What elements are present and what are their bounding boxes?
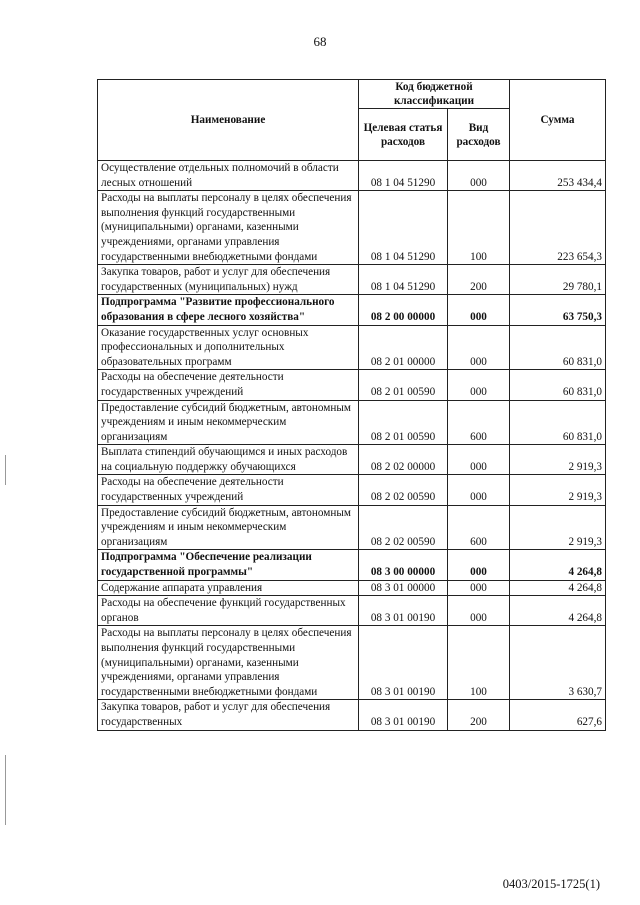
- row-target-article: 08 3 01 00190: [359, 596, 448, 626]
- page-number: 68: [313, 34, 327, 49]
- row-expense-type: 100: [448, 626, 510, 700]
- row-target-article: 08 3 01 00190: [359, 626, 448, 700]
- row-target-article: 08 1 04 51290: [359, 265, 448, 295]
- row-expense-type: 200: [448, 265, 510, 295]
- row-sum: 63 750,3: [510, 295, 606, 325]
- row-name: Осуществление отдельных полномочий в области лесных отношений: [98, 161, 359, 191]
- row-expense-type: 600: [448, 505, 510, 550]
- table-row: [98, 161, 606, 191]
- row-name: Предоставление субсидий бюджетным, автономным учреждениям и иным некоммерческим организациям: [98, 505, 359, 550]
- scan-margin-mark: [5, 455, 6, 485]
- table-header: [98, 80, 606, 161]
- row-expense-type: 000: [448, 580, 510, 596]
- table-row: [98, 700, 606, 730]
- row-name: Расходы на обеспечение деятельности государственных учреждений: [98, 370, 359, 400]
- row-name: Закупка товаров, работ и услуг для обеспечения государственных (муниципальных) нужд: [98, 265, 359, 295]
- row-name: Расходы на обеспечение функций государственных органов: [98, 596, 359, 626]
- header-name: Наименование: [98, 80, 359, 161]
- document-code: 0403/2015-1725(1): [502, 877, 600, 891]
- row-target-article: 08 2 01 00590: [359, 400, 448, 445]
- row-name: Предоставление субсидий бюджетным, автономным учреждениям и иным некоммерческим организациям: [98, 400, 359, 445]
- row-name: Подпрограмма "Развитие профессионального образования в сфере лесного хозяйства": [98, 295, 359, 325]
- table-row: [98, 596, 606, 626]
- row-target-article: 08 1 04 51290: [359, 191, 448, 265]
- row-expense-type: 200: [448, 700, 510, 730]
- row-expense-type: 000: [448, 295, 510, 325]
- table-row: [98, 475, 606, 505]
- row-sum: 223 654,3: [510, 191, 606, 265]
- row-sum: 4 264,8: [510, 550, 606, 580]
- table-body: [98, 161, 606, 731]
- row-name: Содержание аппарата управления: [98, 580, 359, 596]
- row-sum: 60 831,0: [510, 400, 606, 445]
- row-name: Закупка товаров, работ и услуг для обеспечения государственных: [98, 700, 359, 730]
- row-target-article: 08 2 02 00000: [359, 445, 448, 475]
- row-expense-type: 000: [448, 325, 510, 370]
- row-target-article: 08 2 01 00000: [359, 325, 448, 370]
- row-target-article: 08 2 02 00590: [359, 475, 448, 505]
- row-target-article: 08 2 02 00590: [359, 505, 448, 550]
- row-name: Расходы на обеспечение деятельности государственных учреждений: [98, 475, 359, 505]
- row-sum: 627,6: [510, 700, 606, 730]
- row-expense-type: 000: [448, 550, 510, 580]
- row-sum: 4 264,8: [510, 580, 606, 596]
- header-target-article: Целевая статья расходов: [359, 109, 448, 161]
- scan-margin-mark: [5, 755, 6, 825]
- table-row: [98, 370, 606, 400]
- table-row: [98, 505, 606, 550]
- row-sum: 2 919,3: [510, 445, 606, 475]
- table-row: [98, 445, 606, 475]
- row-target-article: 08 3 01 00000: [359, 580, 448, 596]
- row-sum: 60 831,0: [510, 370, 606, 400]
- row-expense-type: 600: [448, 400, 510, 445]
- row-sum: 4 264,8: [510, 596, 606, 626]
- row-target-article: 08 2 00 00000: [359, 295, 448, 325]
- row-sum: 60 831,0: [510, 325, 606, 370]
- table-row: [98, 265, 606, 295]
- row-name: Расходы на выплаты персоналу в целях обеспечения выполнения функций государственными (муниципальными) органами, казенными учреждениями, органами управления государственными внебюджетными фондами: [98, 191, 359, 265]
- header-code-group: Код бюджетной классификации: [359, 80, 510, 109]
- row-sum: 29 780,1: [510, 265, 606, 295]
- row-target-article: 08 3 00 00000: [359, 550, 448, 580]
- row-sum: 2 919,3: [510, 475, 606, 505]
- row-name: Подпрограмма "Обеспечение реализации государственной программы": [98, 550, 359, 580]
- row-target-article: 08 2 01 00590: [359, 370, 448, 400]
- budget-table: [97, 79, 606, 731]
- header-sum: Сумма: [510, 80, 606, 161]
- row-expense-type: 000: [448, 161, 510, 191]
- row-name: Оказание государственных услуг основных профессиональных и дополнительных образовательных программ: [98, 325, 359, 370]
- row-sum: 3 630,7: [510, 626, 606, 700]
- row-expense-type: 000: [448, 445, 510, 475]
- row-expense-type: 100: [448, 191, 510, 265]
- table-row: [98, 626, 606, 700]
- row-expense-type: 000: [448, 596, 510, 626]
- row-target-article: 08 1 04 51290: [359, 161, 448, 191]
- row-expense-type: 000: [448, 475, 510, 505]
- row-name: Выплата стипендий обучающимся и иных расходов на социальную поддержку обучающихся: [98, 445, 359, 475]
- row-expense-type: 000: [448, 370, 510, 400]
- row-target-article: 08 3 01 00190: [359, 700, 448, 730]
- table-row: [98, 550, 606, 580]
- row-name: Расходы на выплаты персоналу в целях обеспечения выполнения функций государственными (муниципальными) органами, казенными учреждениями, органами управления государственными внебюджетными фондами: [98, 626, 359, 700]
- table-row: [98, 295, 606, 325]
- row-sum: 253 434,4: [510, 161, 606, 191]
- table-row: [98, 191, 606, 265]
- header-expense-type: Вид расходов: [448, 109, 510, 161]
- table-row: [98, 580, 606, 596]
- table-row: [98, 325, 606, 370]
- table-row: [98, 400, 606, 445]
- row-sum: 2 919,3: [510, 505, 606, 550]
